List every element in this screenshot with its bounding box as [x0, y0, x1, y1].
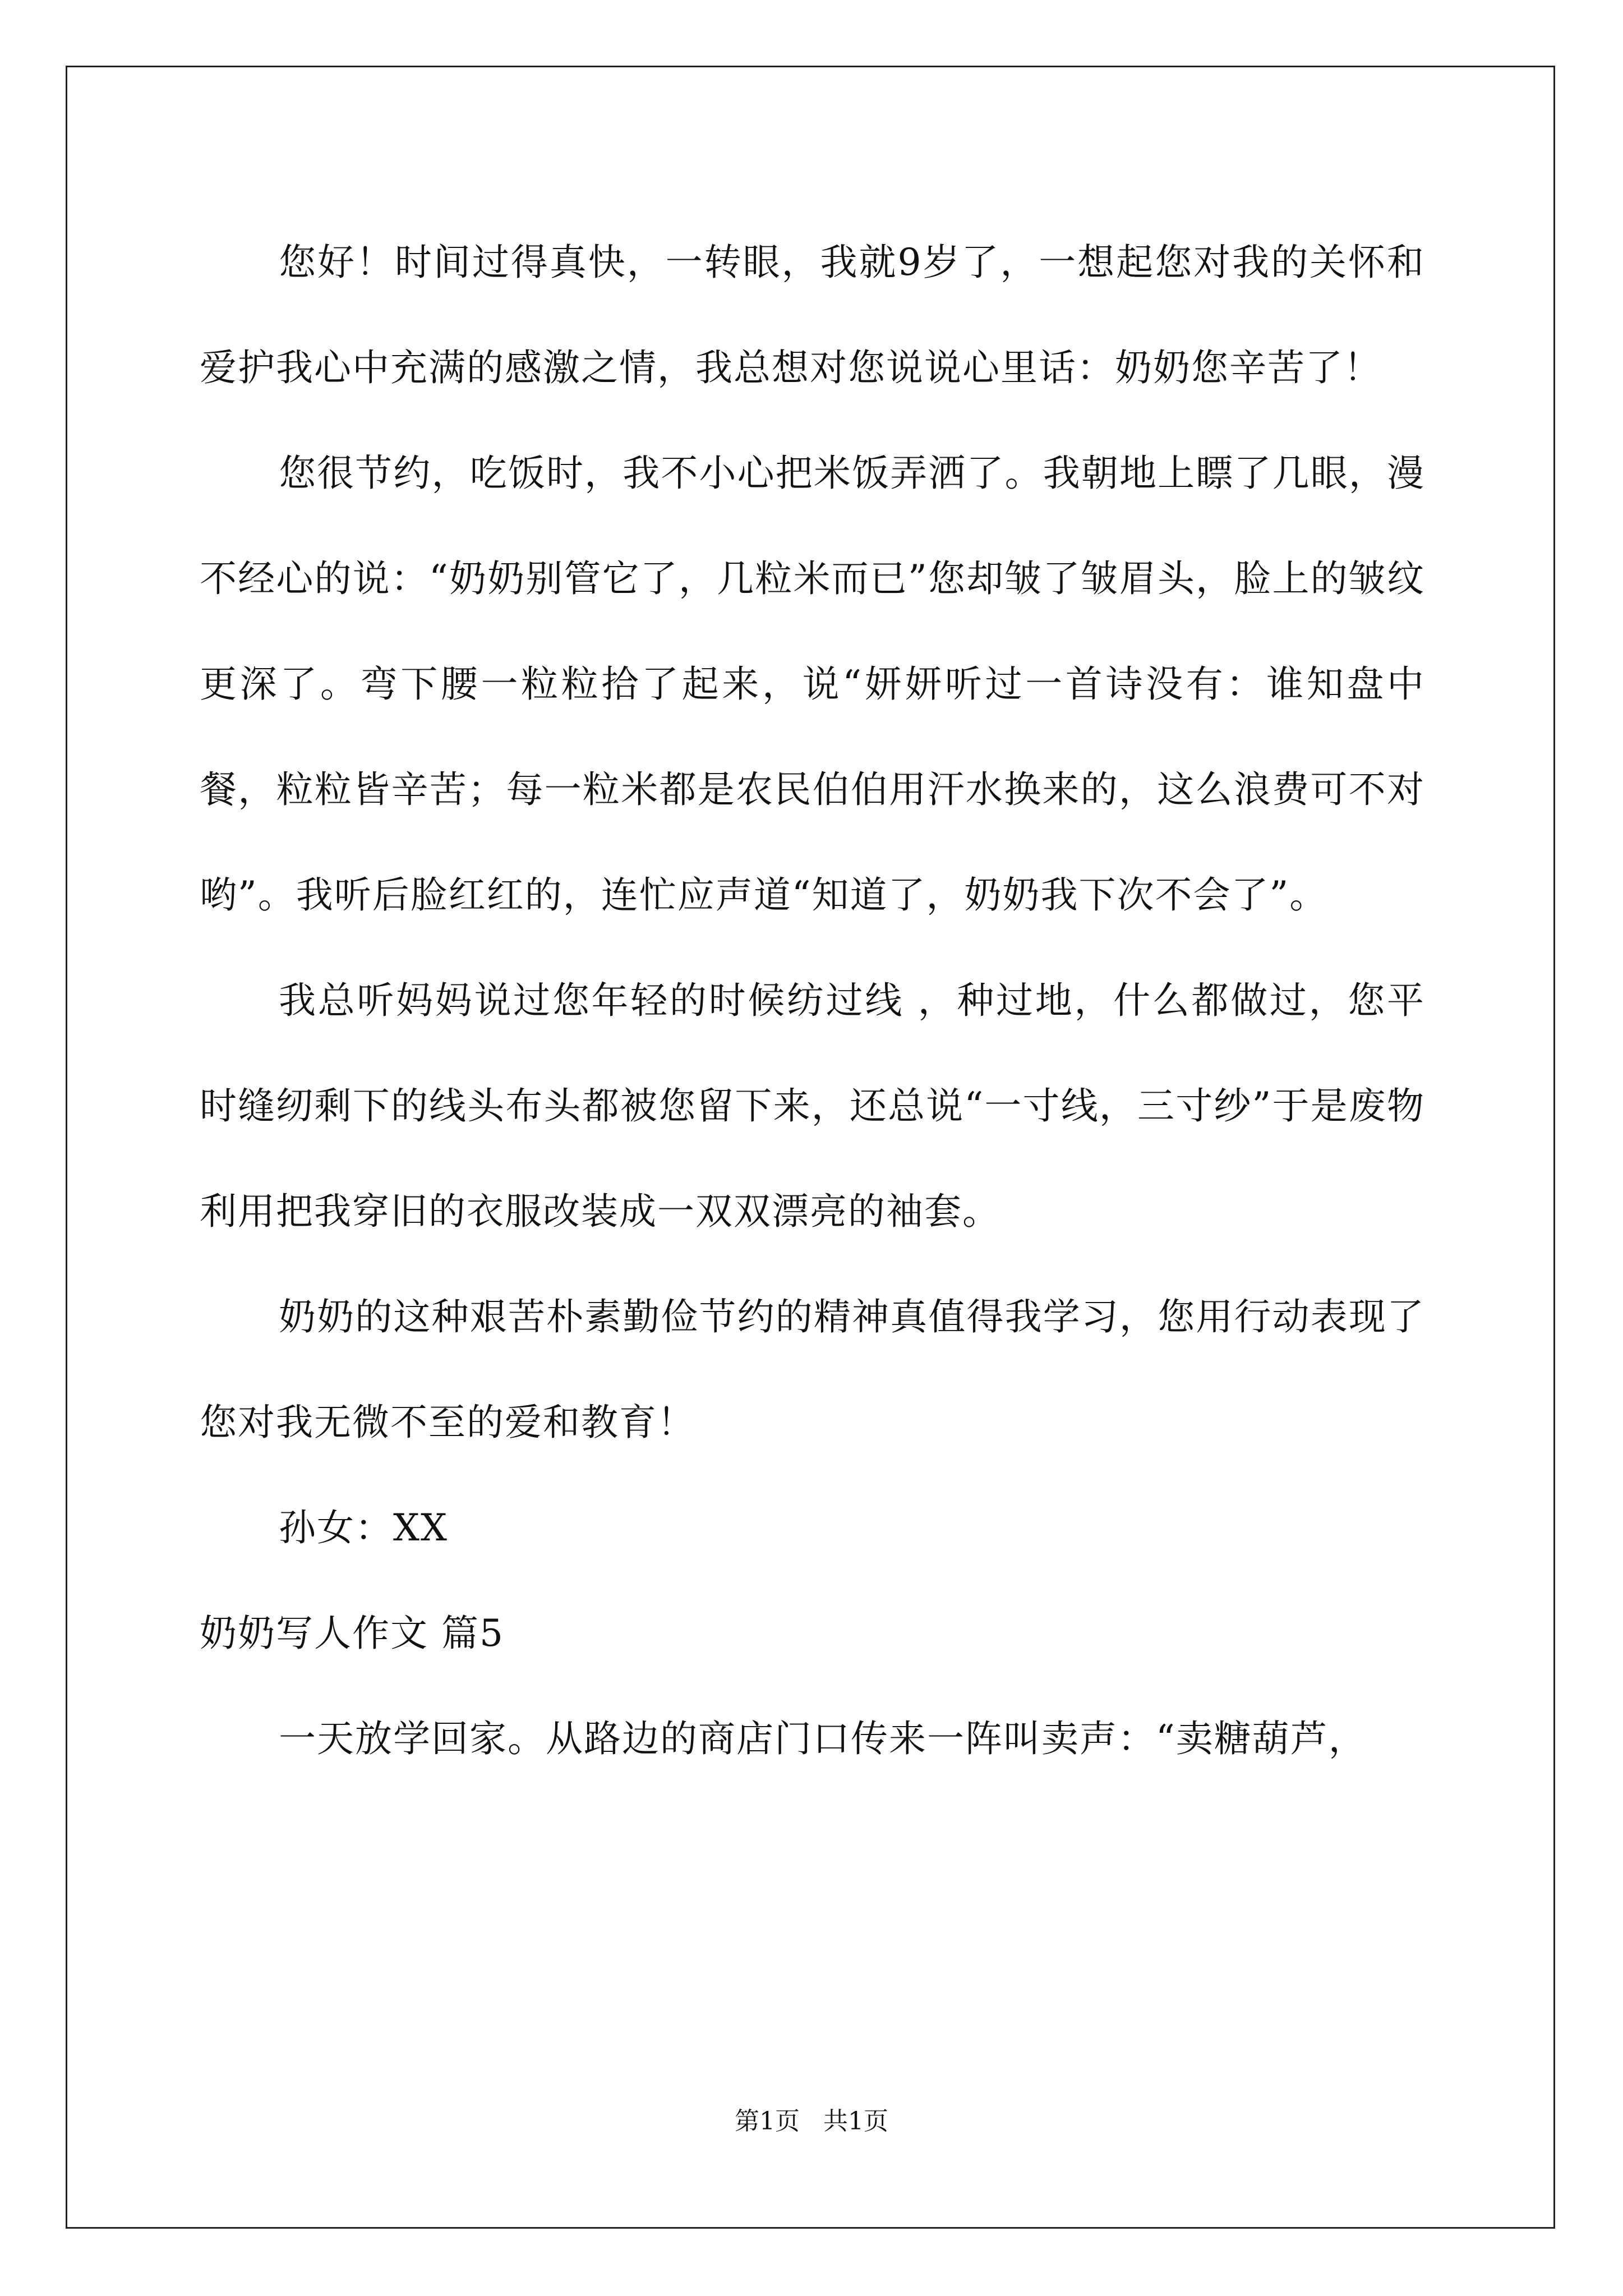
document-body	[200, 210, 1425, 1792]
section-heading: 奶奶写人作文 篇5	[200, 1612, 504, 1655]
paragraph-1: 您好！时间过得真快，一转眼，我就9岁了，一想起您对我的关怀和爱护我心中充满的感激之情，我总想对您说说心里话：奶奶您辛苦了！	[200, 241, 1425, 389]
signature: 孙女：XX	[279, 1506, 448, 1549]
page-footer: 第1页 共1页	[735, 2107, 888, 2136]
paragraph-2: 您很节约，吃饭时，我不小心把米饭弄洒了。我朝地上瞟了几眼，漫不经心的说：“奶奶别管它了，几粒米而已”您却皱了皱眉头，脸上的皱纹更深了。弯下腰一粒粒拾了起来，说“妍妍听过一首诗没有：谁知盘中餐，粒粒皆辛苦；每一粒米都是农民伯伯用汗水换来的，这么浪费可不对哟”。我听后脸红红的，连忙应声道“知道了，奶奶我下次不会了”。	[200, 452, 1425, 917]
paragraph-4: 奶奶的这种艰苦朴素勤俭节约的精神真值得我学习，您用行动表现了您对我无微不至的爱和教育！	[200, 1295, 1425, 1444]
paragraph-3: 我总听妈妈说过您年轻的时候纺过线 ，种过地，什么都做过，您平时缝纫剩下的线头布头都被您留下来，还总说“一寸线，三寸纱”于是废物利用把我穿旧的衣服改装成一双双漂亮的袖套。	[200, 979, 1425, 1233]
paragraph-5: 一天放学回家。从路边的商店门口传来一阵叫卖声：“卖糖葫芦，	[279, 1717, 1367, 1760]
